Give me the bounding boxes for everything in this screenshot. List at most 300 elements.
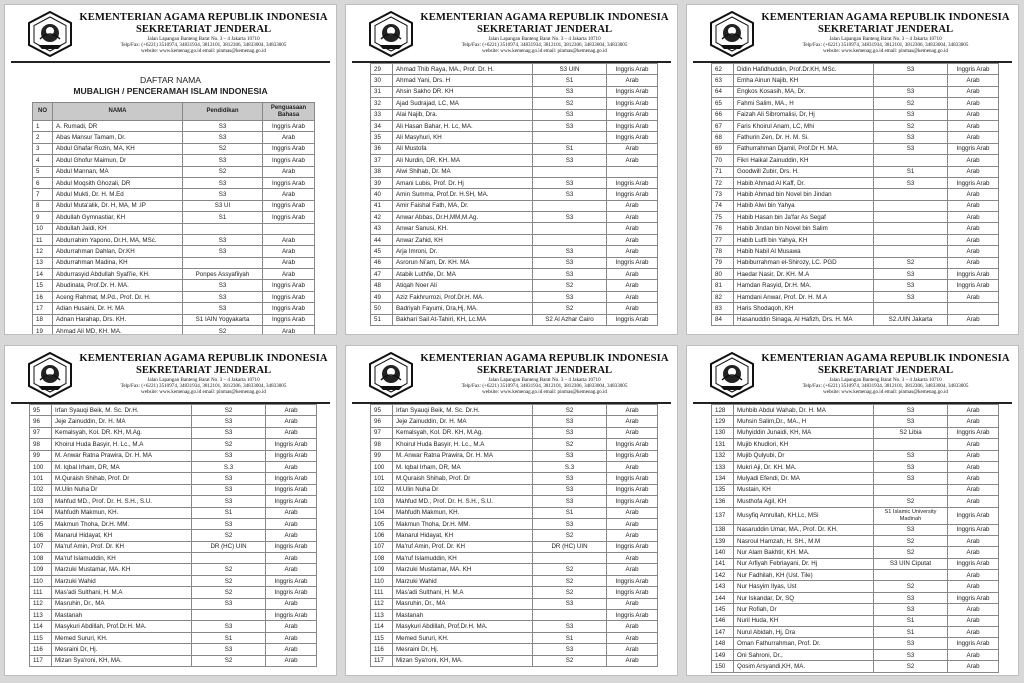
row-language: Arab [948, 291, 999, 302]
row-number: 104 [371, 507, 393, 518]
row-education: S3 [533, 189, 607, 200]
row-number: 65 [712, 98, 734, 109]
row-number: 95 [371, 405, 393, 416]
row-education [874, 223, 948, 234]
row-education: S2./UIN Jakarta [874, 314, 948, 325]
row-name: Muhyiddin Junaidi, KH, MA [734, 427, 874, 438]
table-row [371, 610, 658, 621]
row-language: Arab [263, 166, 315, 177]
list-title [5, 75, 336, 97]
row-name: Mujib Khudlori, KH [734, 439, 874, 450]
table-row [30, 610, 317, 621]
row-name: Mizan Sya'roni, KH, MA. [393, 655, 533, 666]
row-language: Arab [266, 518, 317, 529]
row-language: Arab [607, 291, 658, 302]
row-education [183, 257, 263, 268]
row-language: Inggris Arab [263, 155, 315, 166]
letterhead-ministry: KEMENTERIAN AGAMA REPUBLIK INDONESIA [79, 353, 328, 364]
row-name: Masykuri Abdillah, Prof.Dr.H. MA. [393, 621, 533, 632]
row-education: S3 [533, 496, 607, 507]
table-row [712, 547, 999, 558]
table-row [30, 416, 317, 427]
row-language: Inggris Arab [607, 587, 658, 598]
row-education: S2 [874, 547, 948, 558]
ministry-emblem-icon [709, 352, 755, 398]
row-education: S3 [533, 291, 607, 302]
row-education [533, 132, 607, 143]
row-name: Anwar Zahid, KH [393, 234, 533, 245]
row-language: Inggris Arab [266, 439, 317, 450]
row-language: Inggris Arab [607, 64, 658, 75]
row-number: 111 [371, 587, 393, 598]
table-row [712, 212, 999, 223]
row-education: S3 [874, 405, 948, 416]
row-name: Mulyadi Efendi, Dr. MA [734, 473, 874, 484]
row-language: Inggris Arab [266, 496, 317, 507]
row-name: Abdul Muta'alik, Dr. H, MA, M .IP [53, 200, 183, 211]
row-education: S3 [874, 638, 948, 649]
table-row [712, 405, 999, 416]
row-number: 129 [712, 416, 734, 427]
row-name: Marzuki Wahid [393, 575, 533, 586]
table-row [33, 212, 315, 223]
table-row [712, 661, 999, 672]
row-education: S3 UI [183, 200, 263, 211]
row-education: S1 Islamic University Madinah [874, 507, 948, 524]
row-education: DR (HC) UIN [533, 541, 607, 552]
row-number: 132 [712, 450, 734, 461]
table-row [712, 98, 999, 109]
table-row [30, 541, 317, 552]
row-language: Inggris Arab [948, 280, 999, 291]
letterhead-phone: Telp/Fax: (+6221) 3510974, 34831934, 3812101, 3812306, 34833004, 34833005 [802, 42, 969, 49]
row-number: 69 [712, 143, 734, 154]
row-education: S3 [533, 416, 607, 427]
row-number: 115 [30, 632, 52, 643]
row-name: Mahfudh Makmun, KH. [393, 507, 533, 518]
row-number: 7 [33, 189, 53, 200]
row-number: 17 [33, 303, 53, 314]
row-number: 68 [712, 132, 734, 143]
row-name: Masykuri Abdillah, Prof.Dr.H. MA. [52, 621, 192, 632]
document-page-5 [345, 345, 678, 676]
row-language: Inggris Arab [948, 177, 999, 188]
table-row [712, 416, 999, 427]
row-number: 102 [371, 484, 393, 495]
mubaligh-table [370, 63, 658, 326]
table-row [33, 223, 315, 234]
row-name: Engkos Kosasih, MA, Dr. [734, 86, 874, 97]
row-number: 33 [371, 109, 393, 120]
table-row [33, 291, 315, 302]
header-name: NAMA [53, 103, 183, 121]
row-name: M.Ulin Nuha Dr [52, 484, 192, 495]
row-name: Nur Iskandar, Dr, SQ [734, 592, 874, 603]
row-language: Arab [948, 405, 999, 416]
row-number: 97 [371, 427, 393, 438]
row-number: 115 [371, 632, 393, 643]
row-number: 131 [712, 439, 734, 450]
table-row [712, 450, 999, 461]
table-row [712, 484, 999, 495]
table-row [712, 75, 999, 86]
row-number: 70 [712, 155, 734, 166]
row-language: Arab [948, 98, 999, 109]
row-education: S3 [533, 644, 607, 655]
row-number: 79 [712, 257, 734, 268]
letterhead [693, 5, 1012, 63]
table-row [30, 484, 317, 495]
row-education [874, 75, 948, 86]
table-row [712, 200, 999, 211]
row-name: Ali Nurdin, DR. KH. MA [393, 155, 533, 166]
row-name: Mahfud MD., Prof. Dr. H. S.H., S.U. [393, 496, 533, 507]
row-name: Habib Jindan bin Novel bin Salim [734, 223, 874, 234]
table-row [712, 439, 999, 450]
row-language: Inggris Arab [607, 98, 658, 109]
table-row [371, 200, 658, 211]
row-name: Abdurrahim Yapono, Dr.H, MA, MSc. [53, 234, 183, 245]
row-language: Inggris Arab [266, 587, 317, 598]
row-number: 46 [371, 257, 393, 268]
row-name: Musthofa Agil, KH [734, 496, 874, 507]
row-education: S3 [533, 518, 607, 529]
row-language: Arab [266, 644, 317, 655]
letterhead-website: website: www.kemenag.go.id email: pinmas@kemenag.go.id [141, 48, 266, 55]
row-language: Arab [607, 427, 658, 438]
row-language: Arab [607, 507, 658, 518]
table-row [712, 592, 999, 603]
row-education [192, 553, 266, 564]
row-education: S3 [183, 246, 263, 257]
row-number: 73 [712, 189, 734, 200]
table-row [712, 143, 999, 154]
mubaligh-table [711, 63, 999, 326]
row-language: Arab [266, 530, 317, 541]
row-education: S2 [533, 98, 607, 109]
row-language: Arab [607, 405, 658, 416]
table-row [712, 291, 999, 302]
row-number: 109 [371, 564, 393, 575]
table-row [371, 75, 658, 86]
row-education: S1 [192, 507, 266, 518]
row-number: 4 [33, 155, 53, 166]
row-name: Habib Nabil Al Musawa [734, 246, 874, 257]
table-row [712, 496, 999, 507]
row-number: 149 [712, 649, 734, 660]
row-name: Ma'ruf Islamuddin, KH [52, 553, 192, 564]
row-number: 49 [371, 291, 393, 302]
row-language: Arab [607, 518, 658, 529]
row-number: 77 [712, 234, 734, 245]
row-name: Abdullah Gymnastiar, KH [53, 212, 183, 223]
row-language: Arab [263, 269, 315, 280]
row-education: S3 [874, 86, 948, 97]
row-number: 75 [712, 212, 734, 223]
row-name: Abudinata, Prof.Dr. H. MA. [53, 280, 183, 291]
row-language: Inggris Arab [948, 592, 999, 603]
table-row [712, 223, 999, 234]
row-name: Khoirul Huda Basyir, H. Lc., M.A [52, 439, 192, 450]
row-education: S1 [533, 75, 607, 86]
row-name: Muhbib Abdul Wahab, Dr. H. MA [734, 405, 874, 416]
row-education: S3 [874, 461, 948, 472]
table-row [30, 598, 317, 609]
row-name: Nur Rofiah, Dr [734, 604, 874, 615]
row-education: S2 [533, 303, 607, 314]
row-number: 50 [371, 303, 393, 314]
row-name: Amin Summa, Prof.Dr. H.SH, MA. [393, 189, 533, 200]
letterhead [11, 5, 330, 63]
row-education [533, 223, 607, 234]
row-name: Ma'ruf Amin, Prof. Dr. KH [393, 541, 533, 552]
row-name: Goodwill Zubir, Drs. H. [734, 166, 874, 177]
row-number: 80 [712, 269, 734, 280]
row-education: S1 [533, 507, 607, 518]
row-language: Inggris Arab [263, 177, 315, 188]
row-language: Arab [266, 461, 317, 472]
table-row [712, 132, 999, 143]
table-row [371, 461, 658, 472]
ministry-emblem-icon [27, 352, 73, 398]
row-name: Mahfudh Makmun, KH. [52, 507, 192, 518]
letterhead-address: Jalan Lapangan Banteng Barat No. 3 – 4 Jakarta 10710 [829, 36, 942, 42]
table-row [712, 427, 999, 438]
letterhead-ministry: KEMENTERIAN AGAMA REPUBLIK INDONESIA [79, 12, 328, 23]
row-number: 109 [30, 564, 52, 575]
table-row [712, 234, 999, 245]
row-number: 32 [371, 98, 393, 109]
row-education: S3 [533, 484, 607, 495]
row-education: S3 [192, 518, 266, 529]
row-language: Inggris Arab [263, 280, 315, 291]
row-number: 148 [712, 638, 734, 649]
row-language: Inggris Arab [948, 638, 999, 649]
row-number: 138 [712, 524, 734, 535]
table-row [712, 177, 999, 188]
row-education [874, 439, 948, 450]
row-number: 137 [712, 507, 734, 524]
letterhead-phone: Telp/Fax: (+6221) 3510974, 34831934, 3812101, 3812306, 34833004, 34833005 [802, 383, 969, 390]
row-language: Arab [266, 632, 317, 643]
table-header-row [33, 103, 315, 121]
table-row [30, 496, 317, 507]
table-row [33, 200, 315, 211]
row-education: Ponpes Assyafiiyah [183, 269, 263, 280]
row-number: 43 [371, 223, 393, 234]
row-language: Inggris Arab [948, 507, 999, 524]
row-education: S2 [874, 120, 948, 131]
row-name: Mesraini Dr, Hj. [52, 644, 192, 655]
table-row [371, 484, 658, 495]
table-row [371, 598, 658, 609]
row-name: Fathurin Zen, Dr. H. M. Si. [734, 132, 874, 143]
letterhead-ministry: KEMENTERIAN AGAMA REPUBLIK INDONESIA [420, 353, 669, 364]
row-education: S2 [183, 166, 263, 177]
table-row [712, 524, 999, 535]
row-name: M. Anwar Ratna Prawira, Dr. H. MA [52, 450, 192, 461]
row-education: S2 [533, 530, 607, 541]
row-education: S3 [183, 121, 263, 132]
table-row [371, 405, 658, 416]
row-number: 145 [712, 604, 734, 615]
row-education: S2 [874, 661, 948, 672]
row-name: M.Quraish Shihab, Prof. Dr [52, 473, 192, 484]
table-row [371, 564, 658, 575]
table-row [712, 246, 999, 257]
row-name: Abdul Ghofur Maimun, Dr [53, 155, 183, 166]
row-number: 81 [712, 280, 734, 291]
row-education: S3 [874, 177, 948, 188]
table-row [33, 143, 315, 154]
table-row [30, 530, 317, 541]
letterhead-secretariat: SEKRETARIAT JENDERAL [817, 365, 954, 376]
row-language: Arab [266, 621, 317, 632]
row-name: Nur Arfiyah Febriayani, Dr. Hj [734, 558, 874, 569]
row-number: 100 [371, 461, 393, 472]
ministry-emblem-icon [27, 11, 73, 57]
row-number: 102 [30, 484, 52, 495]
row-number: 51 [371, 314, 393, 325]
table-row [30, 655, 317, 666]
row-language: Arab [607, 246, 658, 257]
row-education: S1 [874, 166, 948, 177]
table-row [371, 553, 658, 564]
row-number: 101 [30, 473, 52, 484]
row-education: S2 [874, 257, 948, 268]
row-education: S1 [183, 212, 263, 223]
row-education: S2 [533, 280, 607, 291]
table-row [712, 649, 999, 660]
row-name: Jeje Zainuddin, Dr. H. MA [52, 416, 192, 427]
row-number: 82 [712, 291, 734, 302]
table-row [30, 405, 317, 416]
row-education: S3 [192, 484, 266, 495]
letterhead-address: Jalan Lapangan Banteng Barat No. 3 – 4 Jakarta 10710 [488, 377, 601, 383]
row-name: Abdul Mannan, MA [53, 166, 183, 177]
row-education: S3 [533, 120, 607, 131]
row-name: Qosim Arsyandi,KH, MA. [734, 661, 874, 672]
list-title-line1: DAFTAR NAMA [140, 75, 201, 85]
table-row [371, 212, 658, 223]
row-language: Inggris Arab [607, 439, 658, 450]
row-number: 113 [371, 610, 393, 621]
row-number: 14 [33, 269, 53, 280]
row-education: S3 [874, 524, 948, 535]
row-number: 117 [30, 655, 52, 666]
letterhead-address: Jalan Lapangan Banteng Barat No. 3 – 4 Jakarta 10710 [147, 377, 260, 383]
row-name: A. Rumadi, DR [53, 121, 183, 132]
letterhead-secretariat: SEKRETARIAT JENDERAL [476, 24, 613, 35]
letterhead-website: website: www.kemenag.go.id email: pinmas@kemenag.go.id [482, 389, 607, 396]
row-education: S3 [533, 427, 607, 438]
row-language: Arab [266, 405, 317, 416]
row-education: S3 [874, 143, 948, 154]
row-education: S2 [874, 535, 948, 546]
letterhead [693, 346, 1012, 404]
row-name: Habib Alwi bin Yahya [734, 200, 874, 211]
row-name: M. Iqbal Irham, DR, MA [52, 461, 192, 472]
row-education [533, 553, 607, 564]
row-number: 133 [712, 461, 734, 472]
row-number: 39 [371, 177, 393, 188]
row-language: Arab [263, 326, 315, 335]
row-number: 66 [712, 109, 734, 120]
document-page-3 [686, 4, 1019, 335]
row-language: Arab [266, 427, 317, 438]
table-row [30, 439, 317, 450]
table-row [371, 644, 658, 655]
table-row [371, 530, 658, 541]
row-education: S2 [192, 530, 266, 541]
row-name: Mesraini Dr, Hj. [393, 644, 533, 655]
letterhead-ministry: KEMENTERIAN AGAMA REPUBLIK INDONESIA [761, 12, 1010, 23]
row-number: 134 [712, 473, 734, 484]
row-language: Arab [266, 416, 317, 427]
row-name: Emha Ainun Najib, KH [734, 75, 874, 86]
row-number: 112 [371, 598, 393, 609]
row-number: 95 [30, 405, 52, 416]
row-number: 72 [712, 177, 734, 188]
row-number: 31 [371, 86, 393, 97]
table-row [33, 177, 315, 188]
row-language: Inggris Arab [948, 427, 999, 438]
row-number: 99 [30, 450, 52, 461]
row-language: Arab [607, 280, 658, 291]
row-number: 62 [712, 64, 734, 75]
row-number: 3 [33, 143, 53, 154]
row-education: S3 [874, 132, 948, 143]
row-name: Aceng Rahmat, M.Pd., Prof. Dr. H. [53, 291, 183, 302]
row-name: Mastanah [393, 610, 533, 621]
row-language: Arab [948, 496, 999, 507]
table-row [371, 473, 658, 484]
row-language: Arab [948, 257, 999, 268]
row-language [263, 223, 315, 234]
row-name: Ali Mustofa [393, 143, 533, 154]
letterhead-address: Jalan Lapangan Banteng Barat No. 3 – 4 Jakarta 10710 [488, 36, 601, 42]
table-row [30, 427, 317, 438]
list-title-line2: MUBALIGH / PENCERAMAH ISLAM INDONESIA [73, 86, 268, 96]
row-name: Nur Fadhilah, KH (Ust. Tile) [734, 570, 874, 581]
row-number: 83 [712, 303, 734, 314]
row-language: Inggris Arab [607, 575, 658, 586]
ministry-emblem-icon [709, 11, 755, 57]
table-row [30, 473, 317, 484]
table-row [30, 564, 317, 575]
row-language: Inggris Arab [263, 314, 315, 325]
row-number: 9 [33, 212, 53, 223]
letterhead-website: website: www.kemenag.go.id email: pinmas@kemenag.go.id [823, 389, 948, 396]
row-language: Arab [607, 564, 658, 575]
table-row [33, 280, 315, 291]
row-name: Mahfud MD., Prof. Dr. H. S.H., S.U. [52, 496, 192, 507]
row-name: Marzuki Mustamar, MA. KH [52, 564, 192, 575]
row-language: Inggris Arab [607, 450, 658, 461]
row-name: Habib Ahmad bin Novel bin Jindan [734, 189, 874, 200]
row-number: 38 [371, 166, 393, 177]
table-row [371, 303, 658, 314]
row-number: 135 [712, 484, 734, 495]
row-number: 100 [30, 461, 52, 472]
table-row [371, 427, 658, 438]
row-name: Memed Sururi, KH. [52, 632, 192, 643]
row-language: Inggris Arab [266, 450, 317, 461]
table-row [30, 507, 317, 518]
row-education: S3 [192, 416, 266, 427]
row-number: 105 [371, 518, 393, 529]
row-education: S2 [192, 575, 266, 586]
